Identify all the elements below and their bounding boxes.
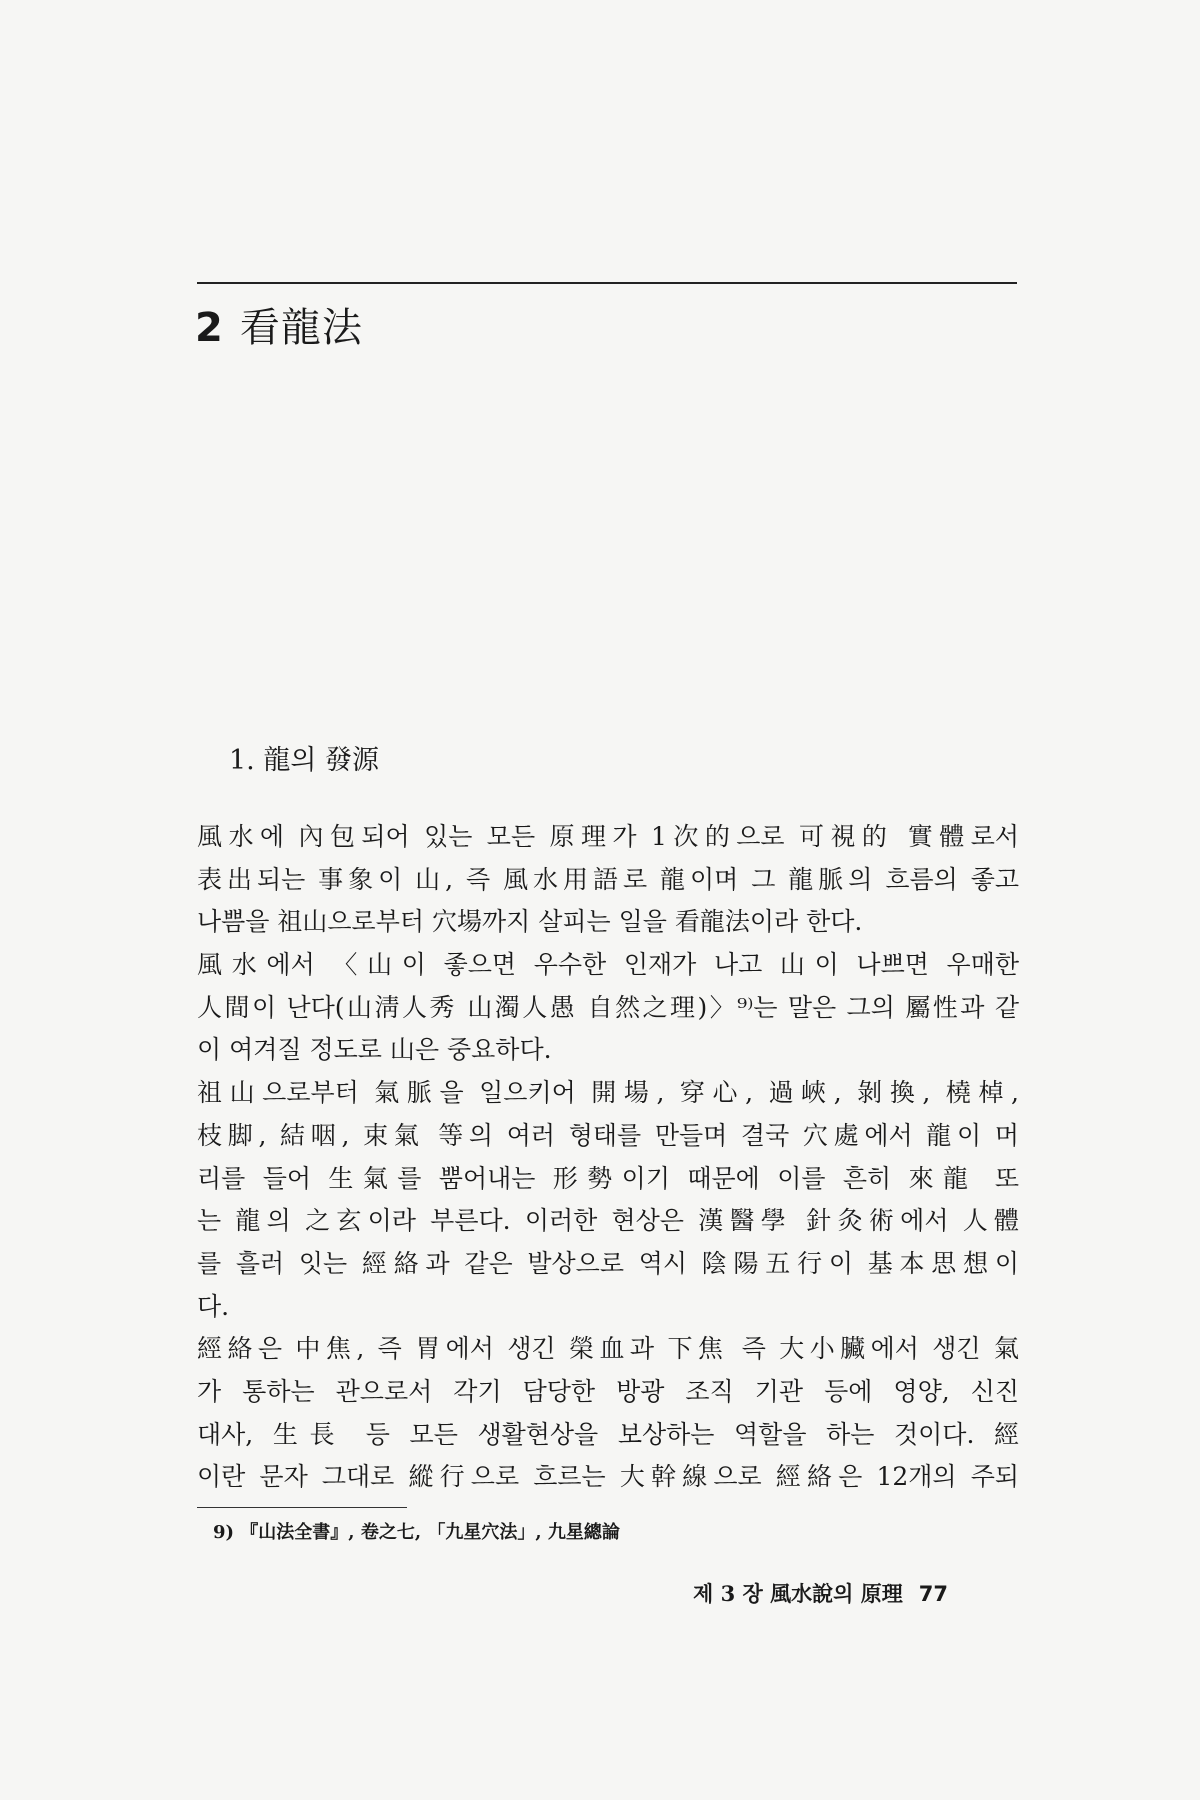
chapter-divider <box>197 282 1017 284</box>
page-number: 77 <box>918 1582 948 1606</box>
body-line: 는 龍의 之玄이라 부른다. 이러한 현상은 漢醫學 針灸術에서 人體 <box>197 1206 1019 1236</box>
body-line: 表出되는 事象이 山, 즉 風水用語로 龍이며 그 龍脈의 흐름의 좋고 <box>197 864 1019 894</box>
body-line: 人間이 난다(山淸人秀 山濁人愚 自然之理)〉⁹⁾는 말은 그의 屬性과 같 <box>197 992 1019 1022</box>
body-line: 風水에서 〈山이 좋으면 우수한 인재가 나고 山이 나쁘면 우매한 <box>197 950 1019 980</box>
chapter-title: 看龍法 <box>239 305 363 351</box>
body-line: 를 흘러 잇는 經絡과 같은 발상으로 역시 陰陽五行이 基本思想이 <box>197 1248 1019 1278</box>
body-line: 나쁨을 祖山으로부터 穴場까지 살피는 일을 看龍法이라 한다. <box>197 907 863 937</box>
chapter-number: 2 <box>195 305 224 351</box>
footnote-divider <box>197 1507 407 1508</box>
footnote: 9) 『山法全書』, 卷之七, 「九星穴法」, 九星總論 <box>213 1522 620 1543</box>
body-line: 經絡은 中焦, 즉 胃에서 생긴 榮血과 下焦 즉 大小臟에서 생긴 氣 <box>197 1334 1019 1364</box>
section-title: 1. 龍의 發源 <box>229 745 380 776</box>
body-line: 이 여겨질 정도로 山은 중요하다. <box>197 1035 552 1065</box>
running-footer <box>693 1578 948 1608</box>
body-line: 이란 문자 그대로 縱行으로 흐르는 大幹線으로 經絡은 12개의 주되 <box>197 1462 1019 1492</box>
body-text <box>197 816 1019 1499</box>
chapter-heading <box>195 296 363 353</box>
body-line: 枝脚, 結咽, 束氣 等의 여러 형태를 만들며 결국 穴處에서 龍이 머 <box>197 1120 1019 1150</box>
body-line: 리를 들어 生氣를 뿜어내는 形勢이기 때문에 이를 흔히 來龍 또 <box>197 1163 1019 1193</box>
body-line: 祖山으로부터 氣脈을 일으키어 開場, 穿心, 過峽, 剝換, 橈棹, <box>197 1078 1019 1108</box>
body-line: 風水에 內包되어 있는 모든 原理가 1次的으로 可視的 實體로서 <box>197 822 1019 851</box>
body-line: 다. <box>197 1291 230 1321</box>
body-line: 가 통하는 관으로서 각기 담당한 방광 조직 기관 등에 영양, 신진 <box>197 1376 1019 1406</box>
body-line: 대사, 生長 등 모든 생활현상을 보상하는 역할을 하는 것이다. 經 <box>197 1419 1019 1449</box>
running-title: 제 3 장 風水說의 原理 <box>693 1581 903 1606</box>
